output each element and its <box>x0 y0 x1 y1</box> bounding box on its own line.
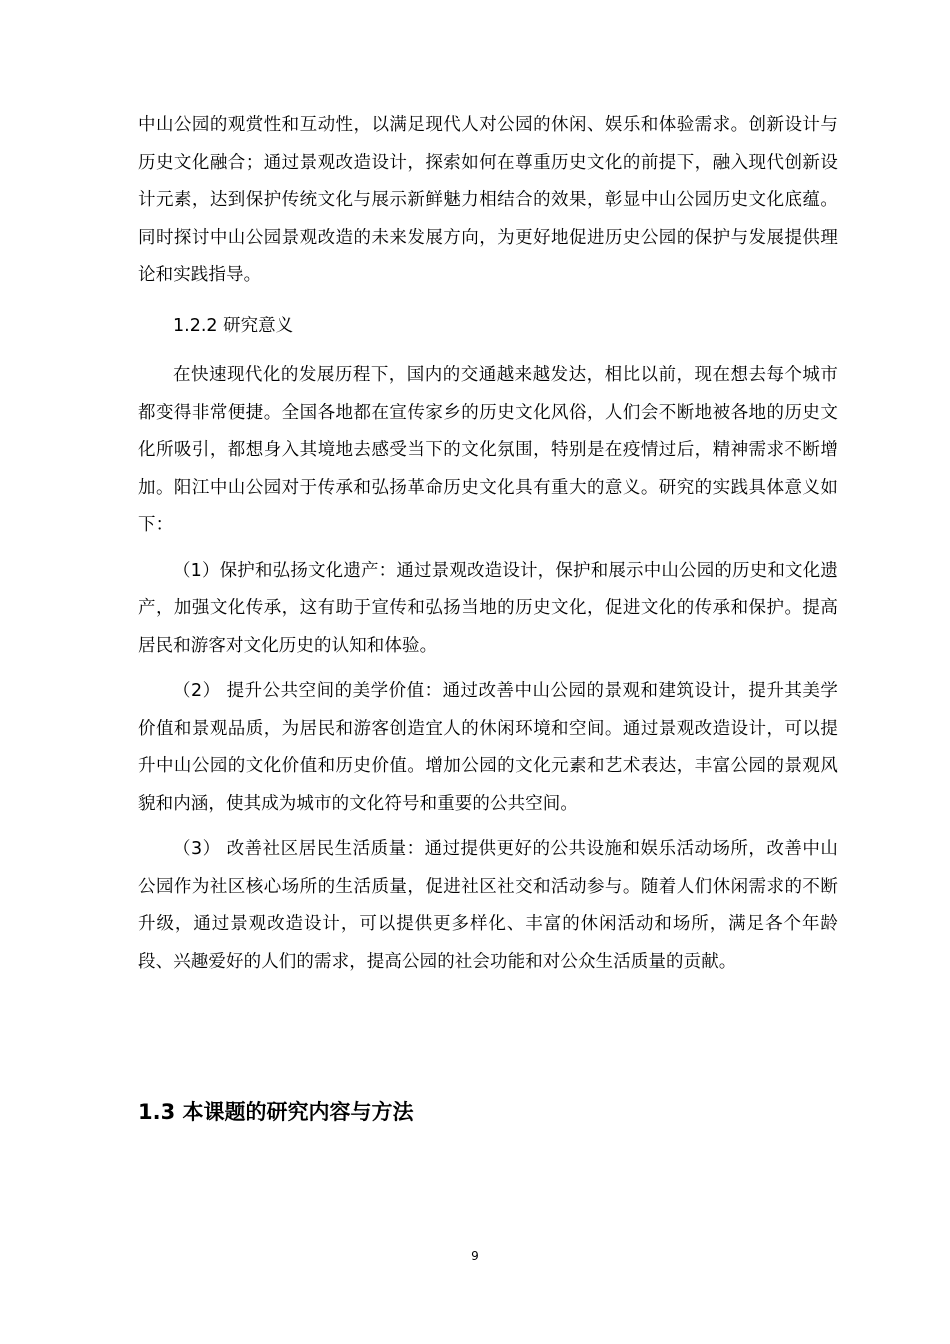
section-heading-1-3: 1.3 本课题的研究内容与方法 <box>138 1100 414 1124</box>
page-body <box>138 107 838 981</box>
body-paragraph: 在快速现代化的发展历程下，国内的交通越来越发达，相比以前，现在想去每个城市都变得非常便捷。全国各地都在宣传家乡的历史文化风俗，人们会不断地被各地的历史文化所吸引，都想身入其境地去感受当下的文化氛围，特别是在疫情过后，精神需求不断增加。阳江中山公园对于传承和弘扬革命历史文化具有重大的意义。研究的实践具体意义如下： <box>138 365 838 535</box>
page-number: 9 <box>471 1249 479 1263</box>
list-paragraph-2: （2） 提升公共空间的美学价值：通过改善中山公园的景观和建筑设计，提升其美学价值和景观品质，为居民和游客创造宜人的休闲环境和空间。通过景观改造设计，可以提升中山公园的文化价值和历史价值。增加公园的文化元素和艺术表达，丰富公园的景观风貌和内涵，使其成为城市的文化符号和重要的公共空间。 <box>138 681 838 814</box>
list-paragraph-1: （1）保护和弘扬文化遗产：通过景观改造设计，保护和展示中山公园的历史和文化遗产，加强文化传承，这有助于宣传和弘扬当地的历史文化，促进文化的传承和保护。提高居民和游客对文化历史的认知和体验。 <box>138 560 838 656</box>
section-heading-1-2-2: 1.2.2 研究意义 <box>173 315 294 336</box>
list-paragraph-3: （3） 改善社区居民生活质量：通过提供更好的公共设施和娱乐活动场所，改善中山公园作为社区核心场所的生活质量，促进社区社交和活动参与。随着人们休闲需求的不断升级，通过景观改造设计，可以提供更多样化、丰富的休闲活动和场所，满足各个年龄段、兴趣爱好的人们的需求，提高公园的社会功能和对公众生活质量的贡献。 <box>138 839 838 972</box>
body-paragraph: 中山公园的观赏性和互动性，以满足现代人对公园的休闲、娱乐和体验需求。创新设计与历史文化融合；通过景观改造设计，探索如何在尊重历史文化的前提下，融入现代创新设计元素，达到保护传统文化与展示新鲜魅力相结合的效果，彰显中山公园历史文化底蕴。同时探讨中山公园景观改造的未来发展方向，为更好地促进历史公园的保护与发展提供理论和实践指导。 <box>138 115 838 285</box>
